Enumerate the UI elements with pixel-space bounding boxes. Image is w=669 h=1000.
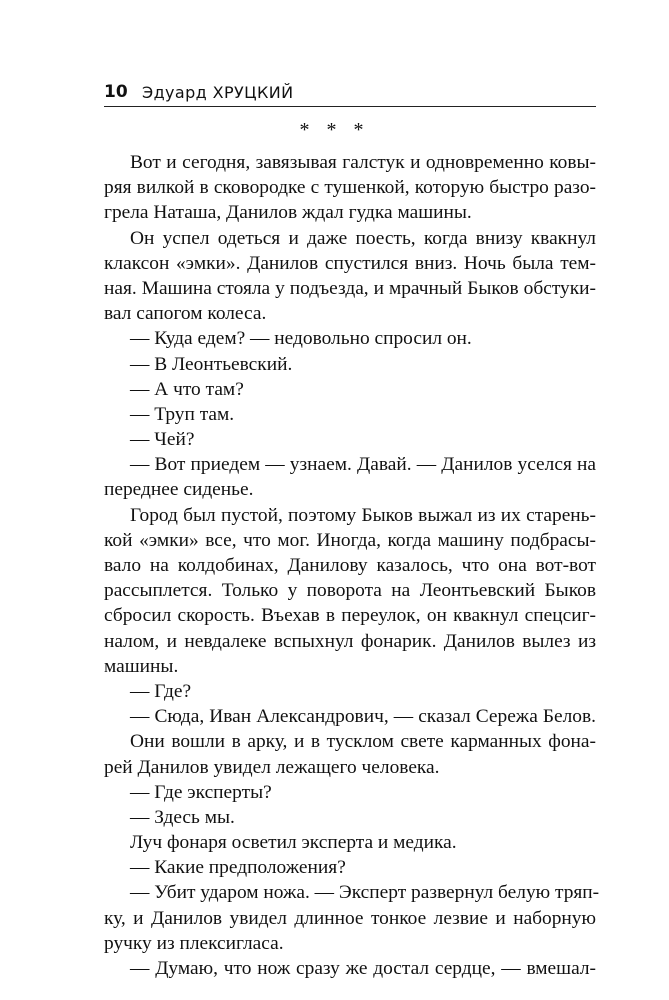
text-line: налом, и невдалеке вспыхнул фонарик. Данилов вылез из bbox=[104, 630, 596, 652]
text-line: сбросил скорость. Въехав в переулок, он квакнул спецсиг- bbox=[104, 605, 596, 627]
header-rule bbox=[104, 106, 596, 107]
text-line: рассыплется. Только у поворота на Леонтьевский Быков bbox=[104, 580, 596, 602]
text-line: — Какие предположения? bbox=[130, 857, 346, 879]
text-line: переднее сиденье. bbox=[104, 479, 254, 501]
text-line: кой «эмки» все, что мог. Иногда, когда машину подбрасы- bbox=[104, 529, 596, 551]
text-line: — Чей? bbox=[130, 429, 195, 451]
text-line: Они вошли в арку, и в тусклом свете карманных фона- bbox=[130, 731, 596, 753]
page-number: 10 bbox=[104, 82, 128, 102]
text-line: — Убит ударом ножа. — Эксперт развернул белую тряп- bbox=[130, 882, 600, 904]
text-line: машины. bbox=[104, 655, 179, 677]
text-line: ку, и Данилов увидел длинное тонкое лезвие и наборную bbox=[104, 907, 596, 929]
text-line: — Труп там. bbox=[130, 403, 235, 425]
text-line: — Где эксперты? bbox=[130, 781, 272, 803]
text-line: — Где? bbox=[130, 680, 192, 702]
running-title: Эдуард ХРУЦКИЙ bbox=[142, 83, 294, 102]
text-line: — Здесь мы. bbox=[130, 806, 235, 828]
text-line: Луч фонаря осветил эксперта и медика. bbox=[130, 832, 457, 854]
text-line: — Вот приедем — узнаем. Давай. — Данилов уселся на bbox=[130, 454, 596, 476]
text-line: рей Данилов увидел лежащего человека. bbox=[104, 756, 440, 778]
text-line: ряя вилкой в сковородке с тушенкой, которую быстро разо- bbox=[104, 177, 596, 199]
page-header bbox=[104, 82, 596, 104]
section-separator: * * * bbox=[299, 119, 370, 141]
text-line: Вот и сегодня, завязывая галстук и одновременно ковы- bbox=[130, 152, 596, 173]
text-line: грела Наташа, Данилов ждал гудка машины. bbox=[104, 202, 472, 224]
text-line: Он успел одеться и даже поесть, когда внизу квакнул bbox=[130, 227, 596, 249]
text-line: Город был пустой, поэтому Быков выжал из их старень- bbox=[130, 504, 596, 526]
text-line: ная. Машина стояла у подъезда, и мрачный Быков обстуки- bbox=[104, 277, 596, 299]
body-text bbox=[104, 150, 600, 981]
text-line: — Куда едем? — недовольно спросил он. bbox=[130, 328, 472, 350]
text-line: — Сюда, Иван Александрович, — сказал Сережа Белов. bbox=[130, 706, 596, 728]
text-line: — Думаю, что нож сразу же достал сердце, — вмешал- bbox=[130, 958, 596, 979]
text-line: — В Леонтьевский. bbox=[130, 353, 293, 375]
text-line: вало на колдобинах, Данилову казалось, что она вот-вот bbox=[104, 555, 596, 576]
text-line: — А что там? bbox=[130, 378, 244, 400]
text-line: вал сапогом колеса. bbox=[104, 303, 267, 325]
text-line: клаксон «эмки». Данилов спустился вниз. Ночь была тем- bbox=[104, 252, 596, 274]
text-line: ручку из плексигласа. bbox=[104, 932, 284, 954]
